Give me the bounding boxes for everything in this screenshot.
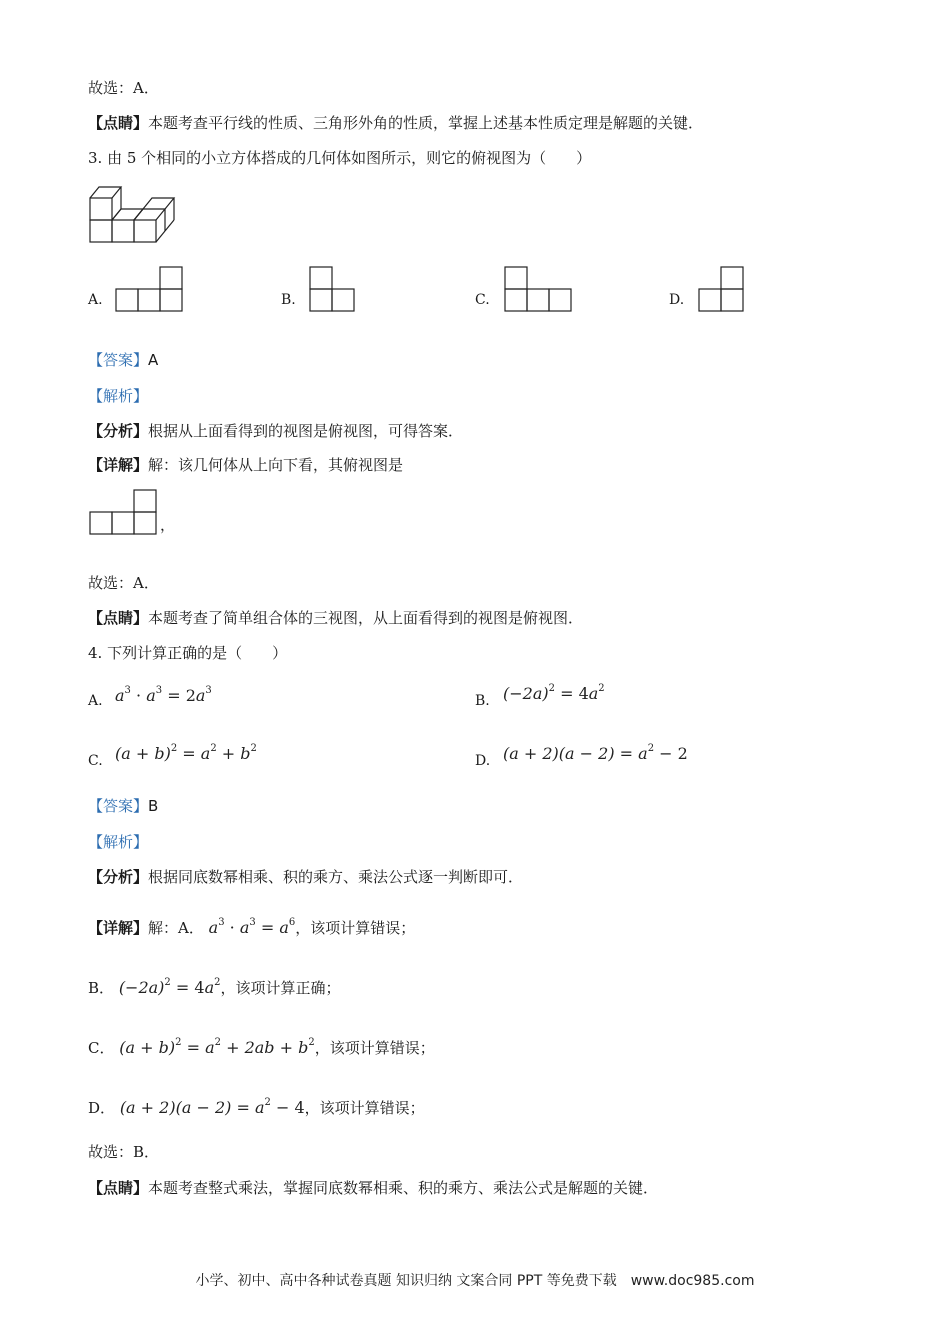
comment-text: 本题考查了简单组合体的三视图，从上面看得到的视图是俯视图． [148,609,584,627]
q2-comment [88,113,703,133]
exp: 3 [205,685,212,696]
var: a [204,978,215,997]
op: = [177,744,201,763]
answer-tag: 【答案】 [88,797,149,815]
analysis-tag: 【解析】 [88,387,149,405]
q3-comment [88,608,583,628]
exp: 2 [214,1037,221,1048]
q4-option-d-expr [503,739,688,764]
answer-value: A [148,351,159,369]
detail-text: 解：该几何体从上向下看，其俯视图是 [148,456,404,474]
op: − 2 [654,744,688,763]
q4-stem: 4. 下列计算正确的是（ ） [88,644,288,662]
var: a [254,1098,265,1117]
answer-tag: 【答案】 [88,351,149,369]
var: a [146,686,156,705]
detail-tag: 【详解】 [88,456,149,474]
comment-tag: 【点睛】 [88,609,149,627]
step-label: C． [88,1039,115,1057]
analyze-text: 根据同底数幂相乘、积的乘方、乘法公式逐一判断即可． [148,868,524,886]
q4-option-c-expr [115,739,257,764]
q2-choice: 故选：A． [88,79,159,97]
analysis-tag: 【解析】 [88,833,149,851]
op: = 4 [554,684,589,703]
op: = [181,1038,206,1057]
verdict: ，该项计算错误； [314,1039,435,1057]
var: a [239,918,250,937]
q4-comment [88,1178,658,1198]
term: (a + 2)(a − 2) = [503,744,639,763]
q3-option-b-figure [309,265,355,313]
term: (a + 2)(a − 2) = [119,1098,255,1117]
q3-top-view-figure [89,488,159,536]
term: (a + b) [115,744,171,763]
step-label: B． [88,979,115,997]
var: a [115,686,125,705]
comment-tag: 【点睛】 [88,114,149,132]
answer-value: B [148,797,159,815]
exp: 2 [175,1037,182,1048]
q3-answer [88,350,158,370]
q4-detail-a [88,913,415,938]
exp: 2 [164,977,171,988]
var: a [638,744,648,763]
step-b-expr [119,978,221,997]
q3-analysis-tag [88,386,148,406]
q3-option-c-label: C. [475,292,490,308]
q3-stem: 3. 由 5 个相同的小立方体搭成的几何体如图所示，则它的俯视图为（ ） [88,149,592,167]
op: = [255,918,280,937]
var: b [298,1038,309,1057]
exp: 2 [170,743,178,754]
exp: 3 [155,685,163,696]
exp: 2 [308,1037,315,1048]
q3-option-d-figure [698,265,746,313]
analyze-text: 根据从上面看得到的视图是俯视图，可得答案． [148,422,464,440]
var: b [240,744,251,763]
q4-choice: 故选：B． [88,1143,160,1161]
step-a-expr [209,918,296,937]
term: (−2a) [503,684,549,703]
q4-option-b-label: B. [475,693,490,709]
exp: 2 [210,743,217,754]
q4-analysis-tag [88,832,148,852]
q4-analyze [88,867,523,887]
q3-option-a-figure [115,265,183,313]
q3-option-a-label: A. [88,292,103,308]
exp: 3 [218,917,225,928]
verdict: ，该项计算错误； [295,919,416,937]
q3-detail [88,455,403,475]
comment-text: 本题考查整式乘法，掌握同底数幂相乘、积的乘方、乘法公式是解题的关键． [148,1179,659,1197]
op: · [224,918,240,937]
q4-detail-d [88,1093,425,1118]
verdict: ，该项计算错误； [304,1099,425,1117]
comment-tag: 【点睛】 [88,1179,149,1197]
exp: 3 [249,917,256,928]
op: − 4 [270,1098,305,1117]
op: = 2 [162,686,196,705]
q3-option-d-label: D. [669,292,685,308]
var: a [279,918,289,937]
q4-detail-b [88,973,341,998]
q4-option-b-expr [503,679,605,704]
exp: 2 [214,977,221,988]
term: (a + b) [119,1038,176,1057]
exp: 2 [647,743,655,754]
q4-answer [88,796,158,816]
step-label: D． [88,1099,116,1117]
var: a [208,918,219,937]
q3-solid-figure [88,183,178,245]
q4-option-c-label: C. [88,753,103,769]
q4-option-a-expr [115,681,212,706]
step-c-expr [119,1038,314,1057]
exp: 2 [598,683,605,694]
step-d-expr [120,1098,305,1117]
q4-detail-c [88,1033,435,1058]
exp: 3 [124,685,131,696]
var: a [205,1038,215,1057]
exp: 2 [250,743,257,754]
q3-option-c-figure [504,265,572,313]
op: · [130,686,147,705]
op: = 4 [170,978,205,997]
detail-tag: 【详解】 [88,919,149,937]
page-footer: 小学、初中、高中各种试卷真题 知识归纳 文案合同 PPT 等免费下载 www.doc985.com [195,1273,755,1289]
analyze-tag: 【分析】 [88,422,149,440]
q3-figure-suffix: ， [160,516,176,534]
exp: 2 [264,1097,271,1108]
comment-text: 本题考查平行线的性质、三角形外角的性质，掌握上述基本性质定理是解题的关键． [148,114,704,132]
mid-term: + 2ab + [220,1038,299,1057]
var: a [588,684,599,703]
exp: 6 [288,917,296,928]
var: a [195,686,206,705]
q3-analyze [88,421,463,441]
q3-choice: 故选：A． [88,574,159,592]
analyze-tag: 【分析】 [88,868,149,886]
q3-option-b-label: B. [281,292,296,308]
q4-option-d-label: D. [475,753,491,769]
detail-prefix: 解：A． [148,919,204,937]
q4-option-a-label: A. [88,693,103,709]
verdict: ，该项计算正确； [220,979,341,997]
term: (−2a) [118,978,165,997]
op: + [216,744,241,763]
var: a [200,744,211,763]
exp: 2 [548,683,555,694]
